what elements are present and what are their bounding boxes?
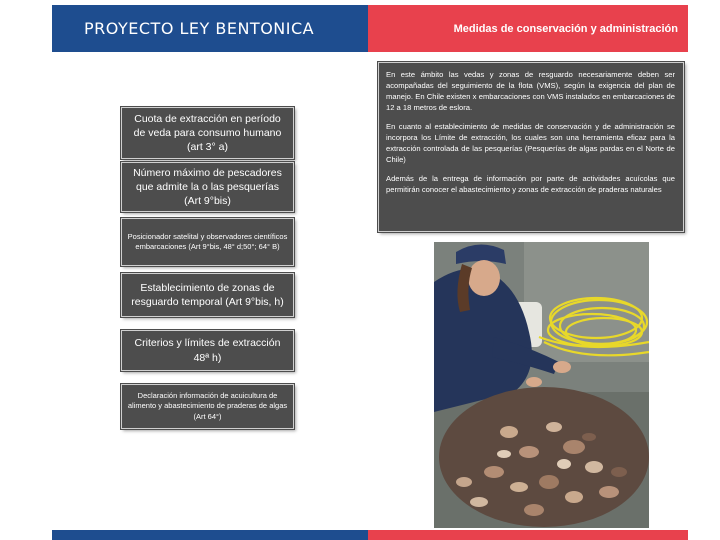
info-panel xyxy=(378,62,684,232)
bottom-bar-blue xyxy=(52,530,368,540)
info-paragraph-vms: En este ámbito las vedas y zonas de resguardo necesariamente deben ser acompañadas del seguimiento de la flota (VMS), según la exigencia del plan de manejo. En Chile existen x embarcaciones con VMS instalados en embarcaciones de 12 a 18 metros de eslora. xyxy=(386,70,675,112)
page-title: PROYECTO LEY BENTONICA xyxy=(52,5,368,52)
measure-box-acuicultura: Declaración información de acuicultura de alimento y abastecimiento de praderas de algas (Art 64°) xyxy=(121,384,294,429)
measure-box-pescadores: Número máximo de pescadores que admite la o las pesquerías (Art 9°bis) xyxy=(121,162,294,212)
bottom-bar-red xyxy=(368,530,688,540)
measure-box-cuota: Cuota de extracción en período de veda para consumo humano (art 3° a) xyxy=(121,107,294,159)
section-subtitle: Medidas de conservación y administración xyxy=(368,5,688,52)
fisher-photo-illustration xyxy=(434,242,649,528)
measure-box-posicionador: Posicionador satelital y observadores científicos embarcaciones (Art 9°bis, 48° d;50°; 64° B) xyxy=(121,218,294,266)
fisher-photo xyxy=(434,242,649,528)
info-paragraph-limites: En cuanto al establecimiento de medidas de conservación y de administración se incorpora los Límite de extracción, los cuales son una herramienta eficaz para la extracción controlada de las pesquerías (Pesquerías de algas pardas en el Norte de Chile) xyxy=(386,122,675,164)
measure-box-zonas-resguardo: Establecimiento de zonas de resguardo temporal (Art 9°bis, h) xyxy=(121,273,294,317)
info-paragraph-acuicultura: Además de la entrega de información por parte de actividades acuícolas que permitirán conocer el abastecimiento y zonas de extracción de praderas naturales xyxy=(386,174,675,194)
measure-box-limites: Criterios y límites de extracción 48ª h) xyxy=(121,330,294,371)
